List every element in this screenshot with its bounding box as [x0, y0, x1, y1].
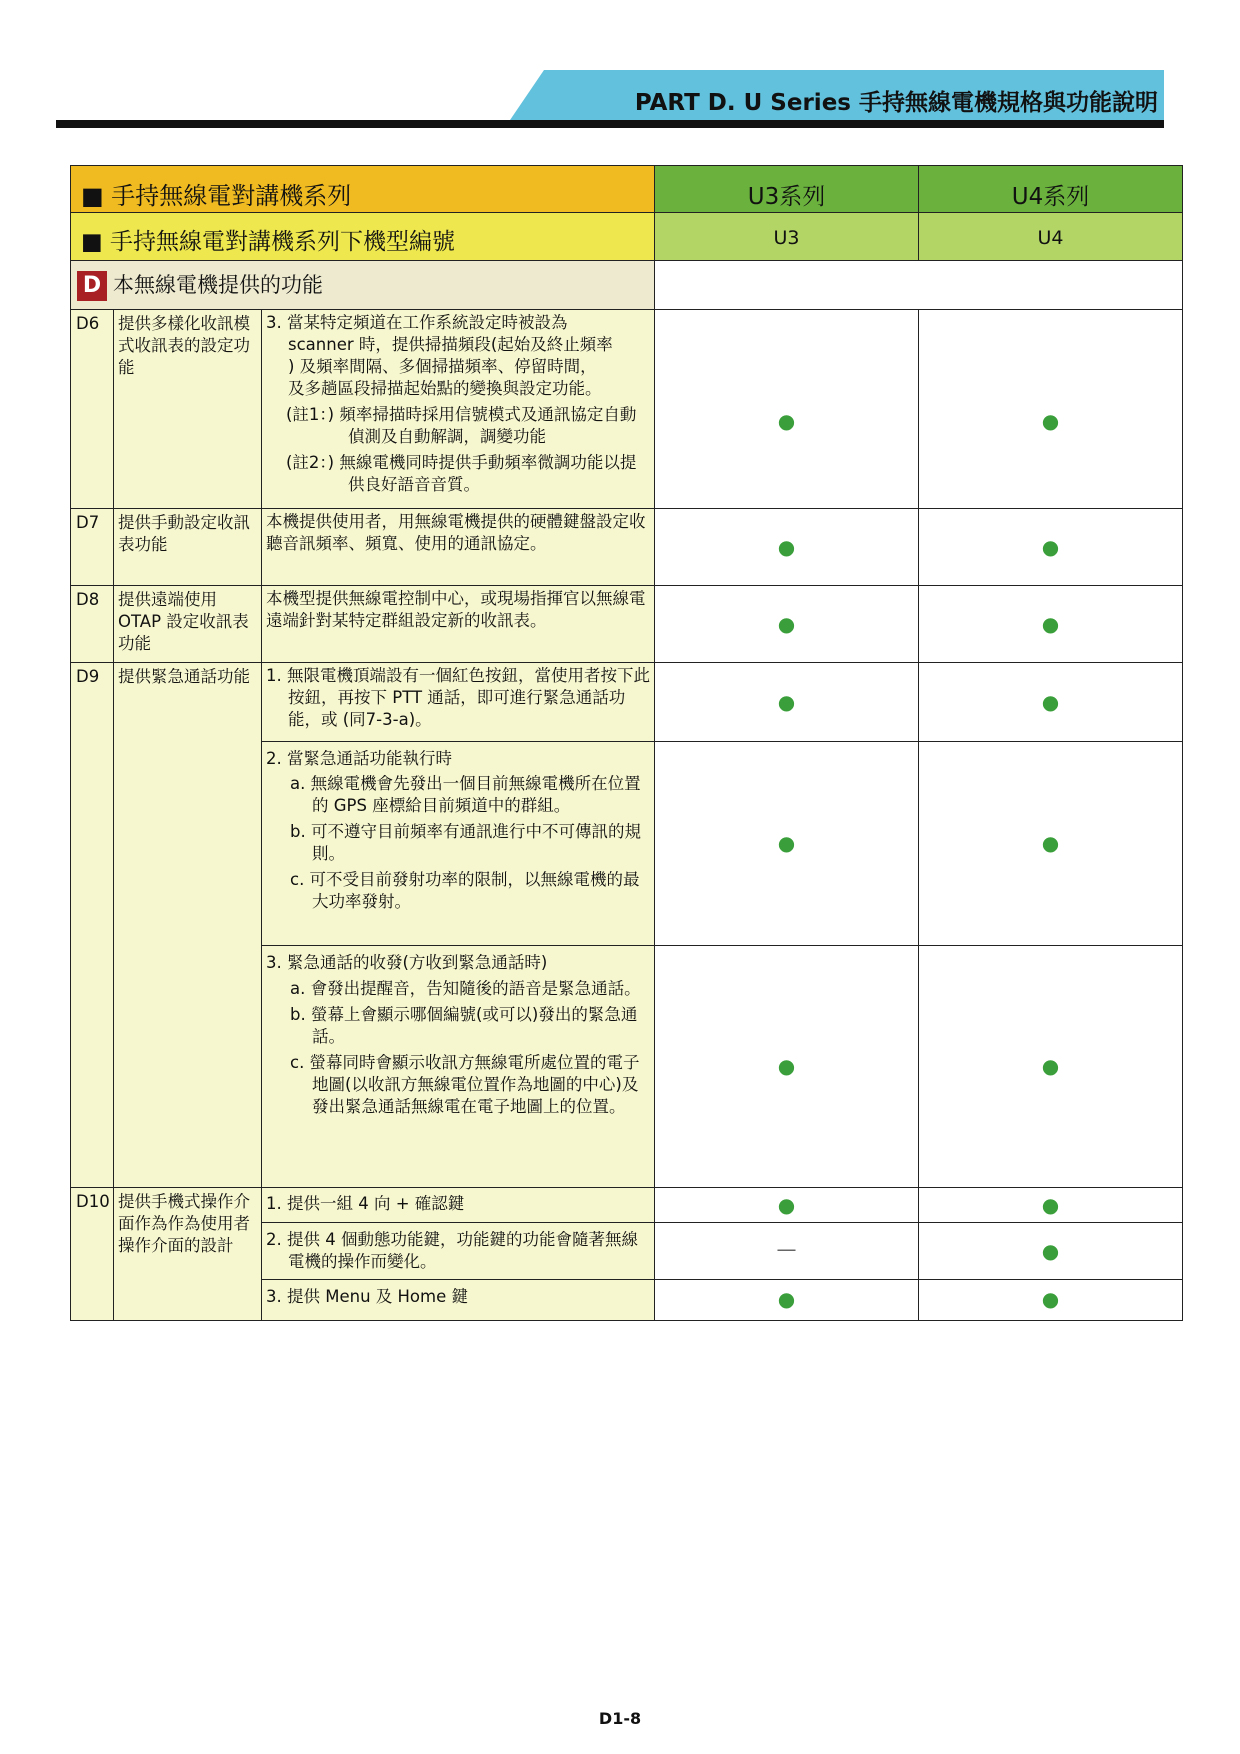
u4-series-header: U4系列 — [918, 165, 1183, 213]
u3-d7 — [654, 508, 919, 586]
u4-d8 — [918, 585, 1183, 663]
d9-item-2a: a. 無線電機會先發出一個目前無線電機所在位置的 GPS 座標給目前頻道中的群組。 — [290, 774, 641, 815]
row-name-d6: 提供多樣化收訊模式收訊表的設定功能 — [113, 309, 262, 509]
row-code-d9: D9 — [70, 662, 114, 1188]
d9-item-3b: b. 螢幕上會顯示哪個編號(或可以)發出的緊急通話。 — [290, 1005, 638, 1046]
d6-note-1: (註1：) 頻率掃描時採用信號模式及通訊協定自動偵測及自動解調，調變功能 — [286, 405, 637, 446]
u3-d6 — [654, 309, 919, 509]
row-desc-d9-3 — [261, 945, 655, 1188]
row-desc-d8: 本機型提供無線電控制中心，或現場指揮官以無線電遠端針對某特定群組設定新的收訊表。 — [261, 585, 655, 663]
u3-d10-2 — [654, 1222, 919, 1280]
d6-line-3: ) 及頻率間隔、多個掃描頻率、停留時間， — [288, 357, 597, 376]
check-dot-icon: ● — [1041, 1287, 1060, 1311]
header-rule — [56, 120, 1164, 128]
u3-d10-1 — [654, 1187, 919, 1223]
check-dot-icon: ● — [1041, 612, 1060, 636]
check-dot-icon: ● — [777, 535, 796, 559]
d9-item-3c: c. 螢幕同時會顯示收訊方無線電所處位置的電子地圖(以收訊方無線電位置作為地圖的中心)及發出緊急通話無線電在電子地圖上的位置。 — [290, 1053, 640, 1116]
row-desc-d10-2 — [261, 1222, 655, 1280]
u4-d10-3 — [918, 1279, 1183, 1321]
row-code-d8: D8 — [70, 585, 114, 663]
d6-line-1: 3. 當某特定頻道在工作系統設定時被設為 — [266, 313, 568, 332]
u3-d9-1 — [654, 662, 919, 742]
u4-d9-1 — [918, 662, 1183, 742]
d9-item-2-title: 2. 當緊急通話功能執行時 — [266, 749, 452, 768]
check-dot-icon: ● — [1041, 1054, 1060, 1078]
check-dot-icon: ● — [1041, 535, 1060, 559]
check-dot-icon: ● — [777, 690, 796, 714]
d6-line-2: scanner 時，提供掃描頻段(起始及終止頻率 — [288, 335, 613, 354]
series-label-cell: ■ 手持無線電對講機系列 — [70, 165, 655, 213]
d9-item-1: 1. 無限電機頂端設有一個紅色按鈕，當使用者按下此按鈕，再按下 PTT 通話，即可進行緊急通話功能，或 (同7-3-a)。 — [266, 666, 650, 729]
page-number: D1-8 — [598, 1709, 642, 1728]
check-dot-icon: ● — [777, 1054, 796, 1078]
row-code-d10: D10 — [70, 1187, 114, 1321]
check-dot-icon: ● — [777, 1287, 796, 1311]
row-desc-d7: 本機提供使用者，用無線電機提供的硬體鍵盤設定收聽音訊頻率、頻寬、使用的通訊協定。 — [261, 508, 655, 586]
d6-line-4: 及多趟區段掃描起始點的變換與設定功能。 — [288, 379, 602, 398]
check-dot-icon: ● — [777, 1193, 796, 1217]
check-dot-icon: ● — [1041, 1239, 1060, 1263]
check-dot-icon: ● — [777, 409, 796, 433]
section-heading-blank — [654, 260, 1183, 310]
row-name-d7: 提供手動設定收訊表功能 — [113, 508, 262, 586]
u3-d9-2 — [654, 741, 919, 946]
row-code-d6: D6 — [70, 309, 114, 509]
u4-d10-2 — [918, 1222, 1183, 1280]
row-name-d9: 提供緊急通話功能 — [113, 662, 262, 1188]
u4-d9-2 — [918, 741, 1183, 946]
u3-d8 — [654, 585, 919, 663]
u3-series-header: U3系列 — [654, 165, 919, 213]
u4-d6 — [918, 309, 1183, 509]
u3-model-header: U3 — [654, 212, 919, 261]
u4-d7 — [918, 508, 1183, 586]
d9-item-3a: a. 會發出提醒音，告知隨後的語音是緊急通話。 — [290, 979, 641, 998]
u4-model-header: U4 — [918, 212, 1183, 261]
check-dot-icon: ● — [777, 831, 796, 855]
row-desc-d9-1 — [261, 662, 655, 742]
dash-icon: — — [776, 1237, 797, 1261]
d9-item-3-title: 3. 緊急通話的收發(方收到緊急通話時) — [266, 953, 548, 972]
check-dot-icon: ● — [1041, 690, 1060, 714]
row-name-d10: 提供手機式操作介面作為作為使用者操作介面的設計 — [113, 1187, 262, 1321]
page-header-title: PART D. U Series 手持無線電機規格與功能說明 — [634, 90, 1158, 116]
section-heading — [70, 260, 655, 310]
row-desc-d10-1: 1. 提供一組 4 向 + 確認鍵 — [261, 1187, 655, 1223]
check-dot-icon: ● — [1041, 831, 1060, 855]
row-desc-d10-3: 3. 提供 Menu 及 Home 鍵 — [261, 1279, 655, 1321]
u4-d10-1 — [918, 1187, 1183, 1223]
check-dot-icon: ● — [777, 612, 796, 636]
d6-note-2: (註2：) 無線電機同時提供手動頻率微調功能以提供良好語音音質。 — [286, 453, 637, 494]
d10-item-2: 2. 提供 4 個動態功能鍵，功能鍵的功能會隨著無線電機的操作而變化。 — [266, 1230, 638, 1271]
check-dot-icon: ● — [1041, 409, 1060, 433]
row-desc-d9-2 — [261, 741, 655, 946]
u4-d9-3 — [918, 945, 1183, 1188]
u3-d10-3 — [654, 1279, 919, 1321]
d9-item-2b: b. 可不遵守目前頻率有通訊進行中不可傳訊的規則。 — [290, 822, 641, 863]
u3-d9-3 — [654, 945, 919, 1188]
model-label-cell: ■ 手持無線電對講機系列下機型編號 — [70, 212, 655, 261]
d9-item-2c: c. 可不受目前發射功率的限制，以無線電機的最大功率發射。 — [290, 870, 640, 911]
row-code-d7: D7 — [70, 508, 114, 586]
row-desc-d6 — [261, 309, 655, 509]
section-title: 本無線電機提供的功能 — [113, 273, 323, 297]
row-name-d8: 提供遠端使用OTAP 設定收訊表功能 — [113, 585, 262, 663]
section-badge: D — [77, 271, 107, 301]
check-dot-icon: ● — [1041, 1193, 1060, 1217]
